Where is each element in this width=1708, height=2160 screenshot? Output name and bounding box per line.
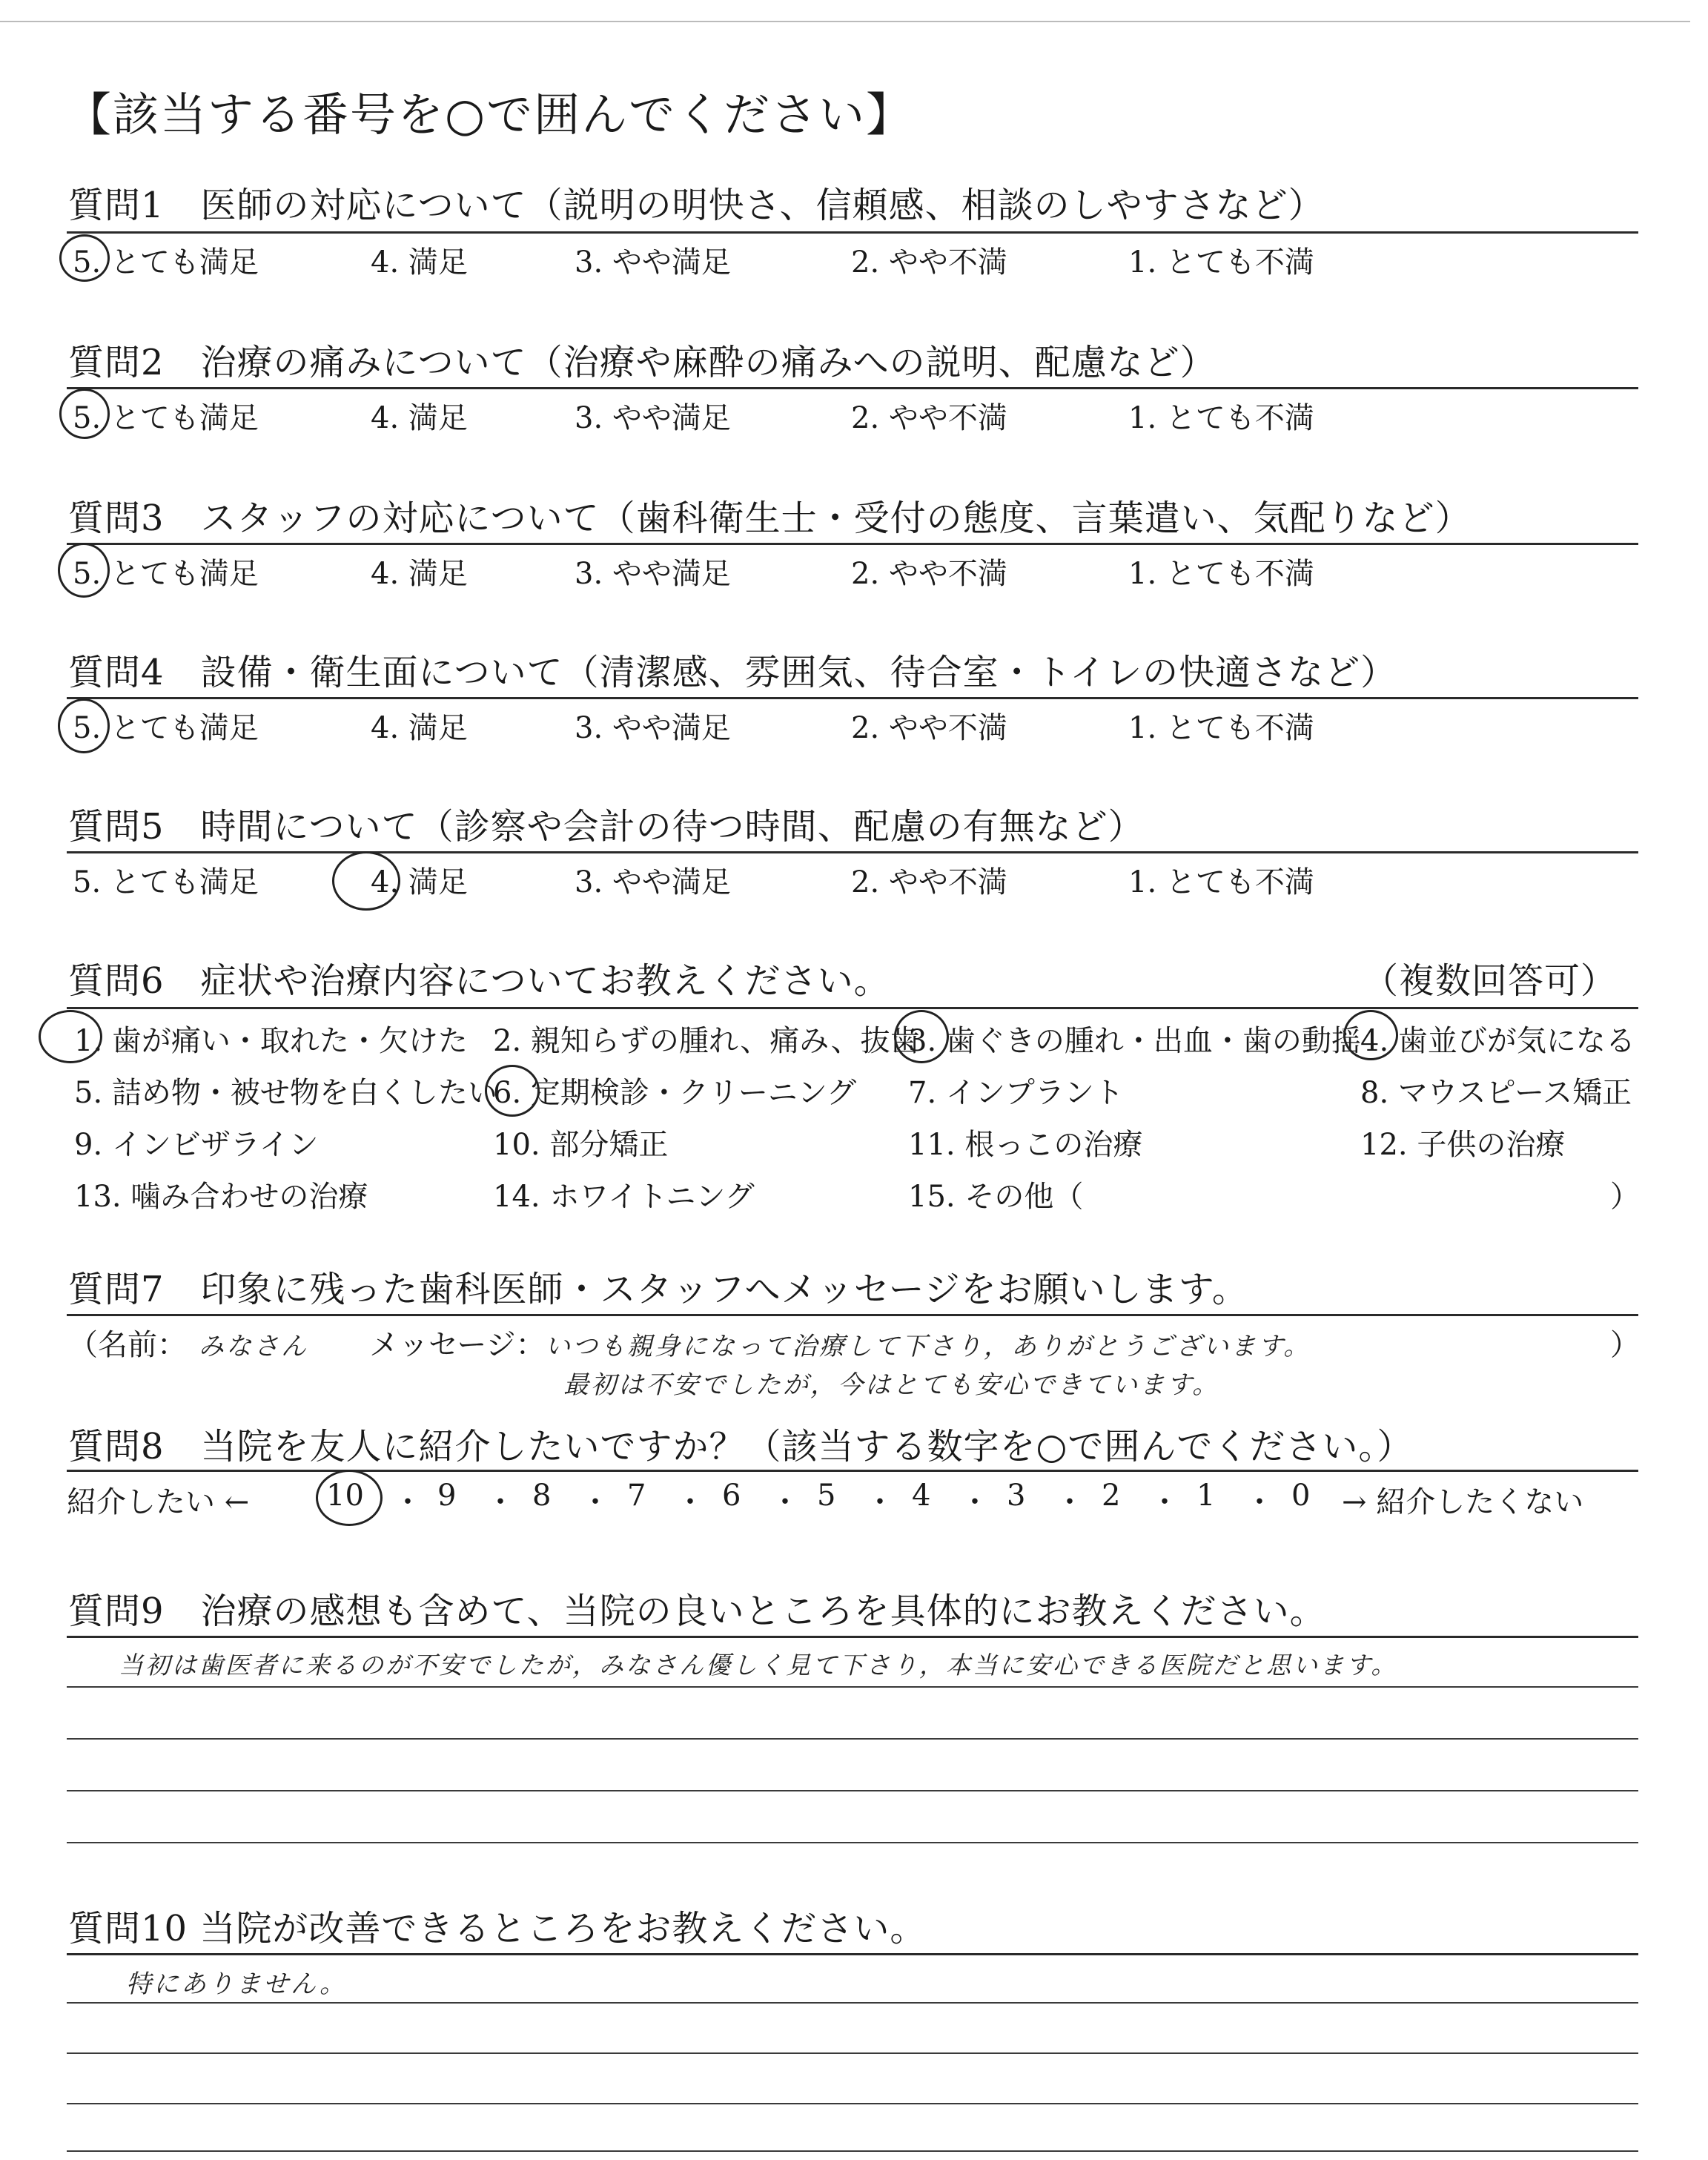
q2-selection-circle — [59, 389, 110, 439]
q4-option-4[interactable]: 4. 満足 — [371, 711, 468, 745]
q2-rule — [67, 387, 1638, 389]
q6-option-15-close-paren: ） — [1610, 1180, 1640, 1214]
q8-value-10[interactable]: 10 — [326, 1479, 364, 1513]
q10-answer-line — [67, 2052, 1638, 2054]
q9-answer-line — [67, 1686, 1638, 1688]
q8-dot: ・ — [960, 1485, 990, 1519]
q6-selection-circle-4 — [1343, 1010, 1398, 1060]
q1-option-3[interactable]: 3. やや満足 — [575, 245, 731, 280]
q4-option-1[interactable]: 1. とても不満 — [1128, 711, 1314, 745]
q2-option-4[interactable]: 4. 満足 — [371, 401, 468, 435]
q9-answer[interactable]: 当初は歯医者に来るのが不安でしたが，みなさん優しく見て下さり，本当に安心できる医院だと思います。 — [119, 1651, 1398, 1680]
q2-title: 質問2 治療の痛みについて（治療や麻酔の痛みへの説明、配慮など） — [68, 342, 1217, 383]
q2-option-2[interactable]: 2. やや不満 — [851, 401, 1007, 435]
q3-title: 質問3 スタッフの対応について（歯科衛生士・受付の態度、言葉遣い、気配りなど） — [68, 498, 1472, 539]
q5-option-3[interactable]: 3. やや満足 — [575, 865, 731, 899]
q5-option-4[interactable]: 4. 満足 — [371, 865, 468, 899]
q9-answer-line — [67, 1790, 1638, 1791]
q8-left-label: 紹介したい ← — [67, 1485, 250, 1519]
q10-answer-line — [67, 2002, 1638, 2004]
q6-option-2[interactable]: 2. 親知らずの腫れ、痛み、抜歯 — [493, 1024, 920, 1058]
q8-value-5[interactable]: 5 — [817, 1479, 836, 1513]
q4-option-2[interactable]: 2. やや不満 — [851, 711, 1007, 745]
q7-close-paren: ） — [1610, 1328, 1640, 1362]
q3-option-4[interactable]: 4. 満足 — [371, 557, 468, 591]
q5-title: 質問5 時間について（診察や会計の待つ時間、配慮の有無など） — [68, 806, 1145, 848]
q7-message-line2[interactable]: 最初は不安でしたが，今はとても安心できています。 — [563, 1370, 1220, 1400]
q6-selection-circle-3 — [894, 1010, 949, 1063]
q3-rule — [67, 543, 1638, 545]
q4-selection-circle — [58, 698, 110, 753]
q8-dot: ・ — [770, 1485, 800, 1519]
q8-dot: ・ — [1055, 1485, 1085, 1519]
q6-option-6[interactable]: 6. 定期検診・クリーニング — [493, 1076, 857, 1110]
q1-option-4[interactable]: 4. 満足 — [371, 245, 468, 280]
q1-option-1[interactable]: 1. とても不満 — [1128, 245, 1314, 280]
q8-value-7[interactable]: 7 — [627, 1479, 646, 1513]
q4-title: 質問4 設備・衛生面について（清潔感、雰囲気、待合室・トイレの快適さなど） — [68, 652, 1397, 693]
q8-selection-circle — [316, 1470, 383, 1526]
q3-option-1[interactable]: 1. とても不満 — [1128, 557, 1314, 591]
q9-rule — [67, 1636, 1638, 1638]
q7-message-label: メッセージ： — [369, 1328, 546, 1362]
q6-option-12[interactable]: 12. 子供の治療 — [1360, 1128, 1566, 1162]
q8-dot: ・ — [675, 1485, 705, 1519]
q6-option-13[interactable]: 13. 噛み合わせの治療 — [74, 1180, 368, 1214]
page-header: 【該当する番号を○で囲んでください】 — [65, 87, 914, 142]
q1-title: 質問1 医師の対応について（説明の明快さ、信頼感、相談のしやすさなど） — [68, 185, 1325, 226]
q3-option-5[interactable]: 5. とても満足 — [73, 557, 259, 591]
q7-name-value[interactable]: みなさん — [199, 1332, 308, 1361]
q5-option-2[interactable]: 2. やや不満 — [851, 865, 1007, 899]
q8-value-2[interactable]: 2 — [1102, 1479, 1121, 1513]
q6-option-15[interactable]: 15. その他（ — [908, 1180, 1084, 1214]
q3-option-3[interactable]: 3. やや満足 — [575, 557, 731, 591]
q9-answer-line — [67, 1842, 1638, 1843]
q1-option-2[interactable]: 2. やや不満 — [851, 245, 1007, 280]
q8-dot: ・ — [486, 1485, 515, 1519]
q8-value-8[interactable]: 8 — [532, 1479, 552, 1513]
q6-option-11[interactable]: 11. 根っこの治療 — [908, 1128, 1143, 1162]
q6-selection-circle-6 — [485, 1065, 540, 1117]
q6-title: 質問6 症状や治療内容についてお教えください。 — [68, 960, 890, 1002]
q9-title: 質問9 治療の感想も含めて、当院の良いところを具体的にお教えください。 — [68, 1591, 1326, 1632]
q8-value-4[interactable]: 4 — [912, 1479, 931, 1513]
q8-value-9[interactable]: 9 — [437, 1479, 457, 1513]
q6-option-5[interactable]: 5. 詰め物・被せ物を白くしたい — [74, 1076, 497, 1110]
q5-option-1[interactable]: 1. とても不満 — [1128, 865, 1314, 899]
q8-rule — [67, 1470, 1638, 1472]
q6-option-9[interactable]: 9. インビザライン — [74, 1128, 319, 1162]
q6-option-10[interactable]: 10. 部分矯正 — [493, 1128, 669, 1162]
q6-option-7[interactable]: 7. インプラント — [908, 1076, 1124, 1110]
q8-dot: ・ — [393, 1485, 423, 1519]
q6-option-14[interactable]: 14. ホワイトニング — [493, 1180, 755, 1214]
q4-option-3[interactable]: 3. やや満足 — [575, 711, 731, 745]
q4-rule — [67, 697, 1638, 699]
q5-rule — [67, 851, 1638, 853]
q1-rule — [67, 231, 1638, 234]
q6-option-1[interactable]: 1. 歯が痛い・取れた・欠けた — [74, 1024, 468, 1058]
q10-answer-line — [67, 2150, 1638, 2152]
q1-option-5[interactable]: 5. とても満足 — [73, 245, 259, 280]
q8-dot: ・ — [580, 1485, 610, 1519]
q10-answer-line — [67, 2103, 1638, 2104]
q10-title: 質問10 当院が改善できるところをお教えください。 — [68, 1908, 927, 1949]
q8-dot: ・ — [865, 1485, 895, 1519]
q6-option-3[interactable]: 3. 歯ぐきの腫れ・出血・歯の動揺 — [908, 1024, 1361, 1058]
q8-dot: ・ — [1245, 1485, 1274, 1519]
q3-selection-circle — [58, 543, 110, 598]
q2-option-3[interactable]: 3. やや満足 — [575, 401, 731, 435]
q8-value-3[interactable]: 3 — [1007, 1479, 1026, 1513]
q6-option-4[interactable]: 4. 歯並びが気になる — [1360, 1024, 1635, 1058]
q8-value-0[interactable]: 0 — [1291, 1479, 1311, 1513]
q6-option-8[interactable]: 8. マウスピース矯正 — [1360, 1076, 1632, 1110]
q2-option-1[interactable]: 1. とても不満 — [1128, 401, 1314, 435]
q6-selection-circle-1 — [39, 1010, 102, 1063]
q8-value-6[interactable]: 6 — [722, 1479, 741, 1513]
q8-title: 質問8 当院を友人に紹介したいですか？（該当する数字を○で囲んでください。） — [68, 1426, 1414, 1467]
q4-option-5[interactable]: 5. とても満足 — [73, 711, 259, 745]
q1-selection-circle — [59, 234, 110, 282]
q5-option-5[interactable]: 5. とても満足 — [73, 865, 259, 899]
q5-selection-circle — [332, 851, 400, 911]
q6-note: （複数回答可） — [1363, 960, 1618, 1002]
q7-title: 質問7 印象に残った歯科医師・スタッフへメッセージをお願いします。 — [68, 1269, 1248, 1310]
q7-message-line1[interactable]: いつも親身になって治療して下さり，ありがとうございます。 — [545, 1332, 1311, 1361]
q8-value-1[interactable]: 1 — [1196, 1479, 1216, 1513]
q10-answer[interactable]: 特にありません。 — [126, 1969, 348, 1999]
q7-name-label: （名前： — [68, 1328, 187, 1362]
q10-rule — [67, 1953, 1638, 1955]
q9-answer-line — [67, 1738, 1638, 1740]
q8-dot: ・ — [1150, 1485, 1179, 1519]
q7-rule — [67, 1314, 1638, 1316]
q2-option-5[interactable]: 5. とても満足 — [73, 401, 259, 435]
scan-top-edge — [0, 21, 1690, 22]
q3-option-2[interactable]: 2. やや不満 — [851, 557, 1007, 591]
q6-rule — [67, 1007, 1638, 1009]
q8-right-label: → 紹介したくない — [1342, 1485, 1584, 1519]
